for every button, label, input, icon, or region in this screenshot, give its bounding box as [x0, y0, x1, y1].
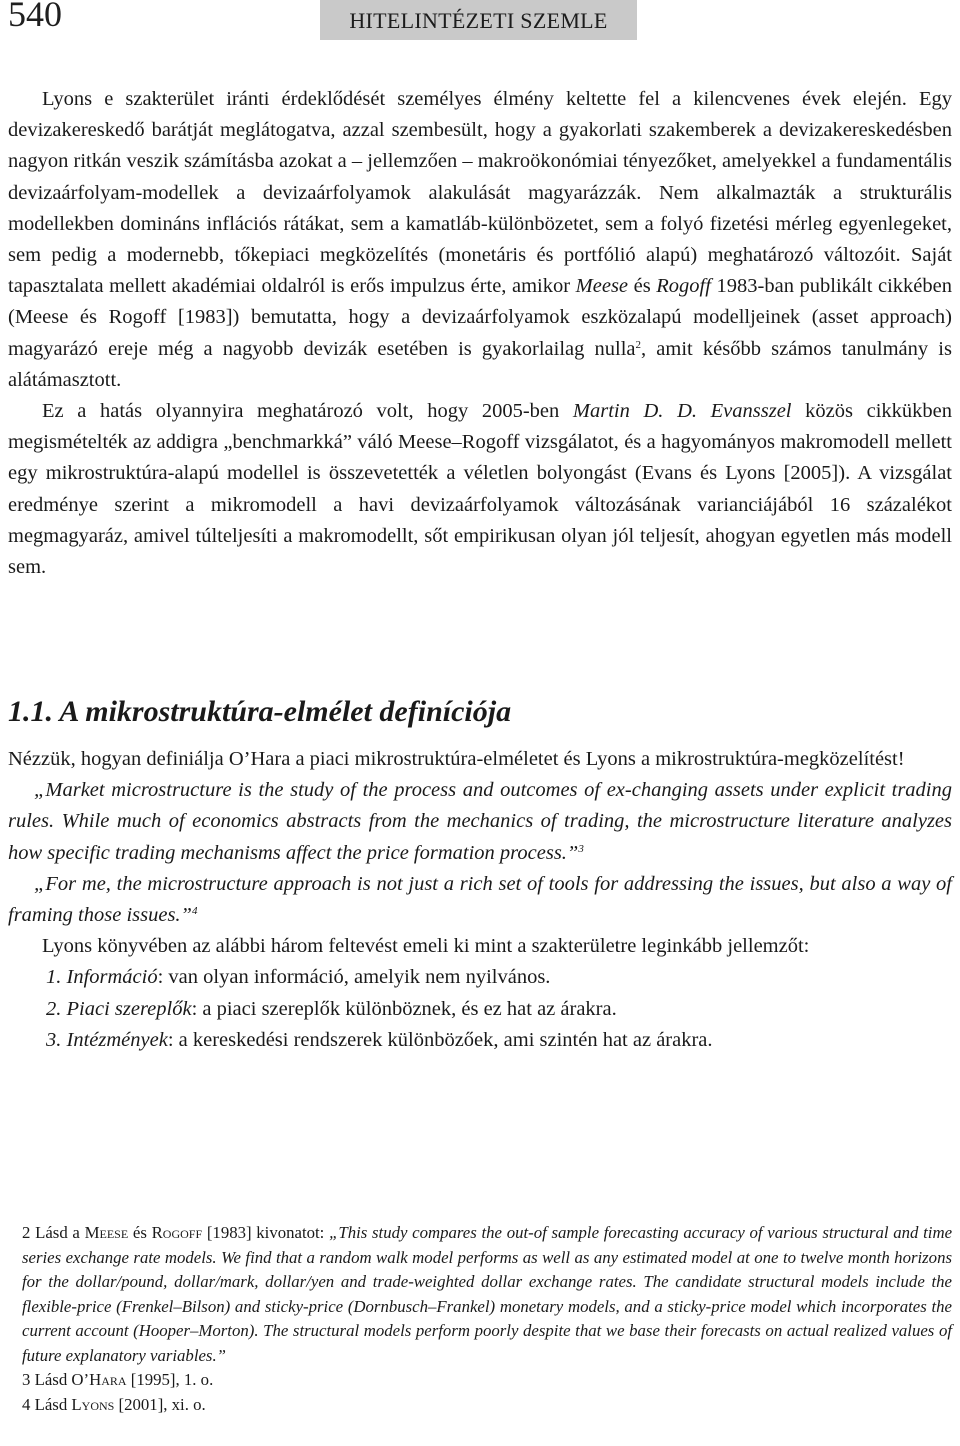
footnote-3: 3 Lásd O’Hara [1995], 1. o. [22, 1370, 214, 1389]
paragraph: Lyons könyvében az alábbi három feltevést emeli ki mint a szakterületre leginkább jellemzőt: [42, 935, 810, 958]
block-quote: „For me, the microstructure approach is not just a rich set of tools for addressing the issues, but also a way of framing those issues.”$^4$ [8, 872, 952, 927]
page-number: 540 [8, 0, 62, 34]
paragraph: Nézzük, hogyan definiálja O’Hara a piaci mikrostruktúra-elméletet és Lyons a mikrostruktúra-megközelítést! [8, 748, 905, 770]
author-name: Rogoff [656, 275, 711, 298]
author-name: Martin D. D. Evansszel [572, 400, 792, 423]
footnote-marker: 2 [635, 338, 642, 351]
list-item: 3. Intézmények: a kereskedési rendszerek különbözőek, ami szintén hat az árakra. [46, 1028, 713, 1051]
body-text-block [8, 84, 952, 583]
list-item: 1. Információ: van olyan információ, amelyik nem nyilvános. [46, 966, 551, 989]
footnote-2: 2 Lásd a Meese és Rogoff [1983] kivonatot: „This study compares the out-of sample forecasting accuracy of various structural and time series exchange rate models. We find that a random walk model performs as well as any estimated model at one to twelve month horizons for the dollar/pound, dollar/mark, dollar/yen and trade-weighted dollar exchange rates. The candidate structural models include the flexible-price (Frenkel–Bilson) and sticky-price (Dornbusch–Frankel) monetary models, and a sticky-price model which incorporates the current account (Hooper–Morton). The structural models perform poorly despite that we base their forecasts on actual realized values of future explanatory variables.” [22, 1223, 953, 1365]
author-name: Meese [575, 275, 629, 298]
body-text-block [8, 744, 952, 1056]
paragraph: Ez a hatás olyannyira meghatározó volt, hogy 2005-ben Martin D. D. Evansszel közös cikkükben megismételték az addigra „benchmarkká” váló Meese–Rogoff vizsgálatot, és a hagyományos makromodell mellett egy mikrostruktúra-alapú modellel is összevetették a véletlen bolyongást (Evans és Lyons [2005]). A vizsgálat eredménye szerint a mikromodell a havi devizaárfolyamok változásának varianciájából 16 százalékot megmagyaráz, amivel túlteljesíti a makromodellt, sőt empirikusan olyan jól teljesít, ahogyan egyetlen más modell sem. [8, 400, 952, 579]
list-item: 2. Piaci szereplők: a piaci szereplők különböznek, és ez hat az árakra. [46, 997, 617, 1020]
footnote-4: 4 Lásd Lyons [2001], xi. o. [22, 1394, 206, 1414]
footnote-marker: 3 [578, 842, 584, 855]
paragraph: Lyons e szakterület iránti érdeklődését személyes élmény keltette fel a kilencvenes évek elején. Egy devizakereskedő barátját meglátogatva, azzal szembesült, hogy a gyakorlati szakemberek a devizakereskedésben nagyon ritkán veszik számításba azokat a – jellemzően – makroökonómiai tényezőket, amelyekkel a fundamentális devizaárfolyam-modellek a devizaárfolyamok alakulását magyarázzák. Nem alkalmazták a strukturális modellekben domináns inflációs rátákat, sem a kamatláb-különbözetet, sem a folyó fizetési mérleg egyenlegeket, sem pedig a modernebb, tőkepiaci megközelítés (monetáris és portfólió alapú) meghatározó változóit. Saját tapasztalata mellett akadémiai oldalról is erős impulzus érte, amikor Meese és Rogoff 1983-ban publikált cikkében (Meese és Rogoff [1983]) bemutatta, hogy a devizaárfolyamok eszközalapú modelljeinek (asset approach) magyarázó ereje még a nagyobb devizák esetében is gyakorlailag nulla$^2$, amit később számos tanulmány is alátámasztott. [8, 88, 952, 391]
footnotes [22, 1221, 952, 1417]
section-heading: 1.1. A mikrostruktúra-elmélet definíciója [8, 695, 512, 728]
block-quote: „Market microstructure is the study of the process and outcomes of ex-changing assets under explicit trading rules. While much of economics abstracts from the mechanics of trading, the microstructure literature analyzes how specific trading mechanisms affect the price formation process.”$^3$ [8, 779, 952, 864]
footnote-marker: 4 [191, 905, 198, 918]
journal-title-banner: HITELINTÉZETI SZEMLE [320, 0, 637, 40]
